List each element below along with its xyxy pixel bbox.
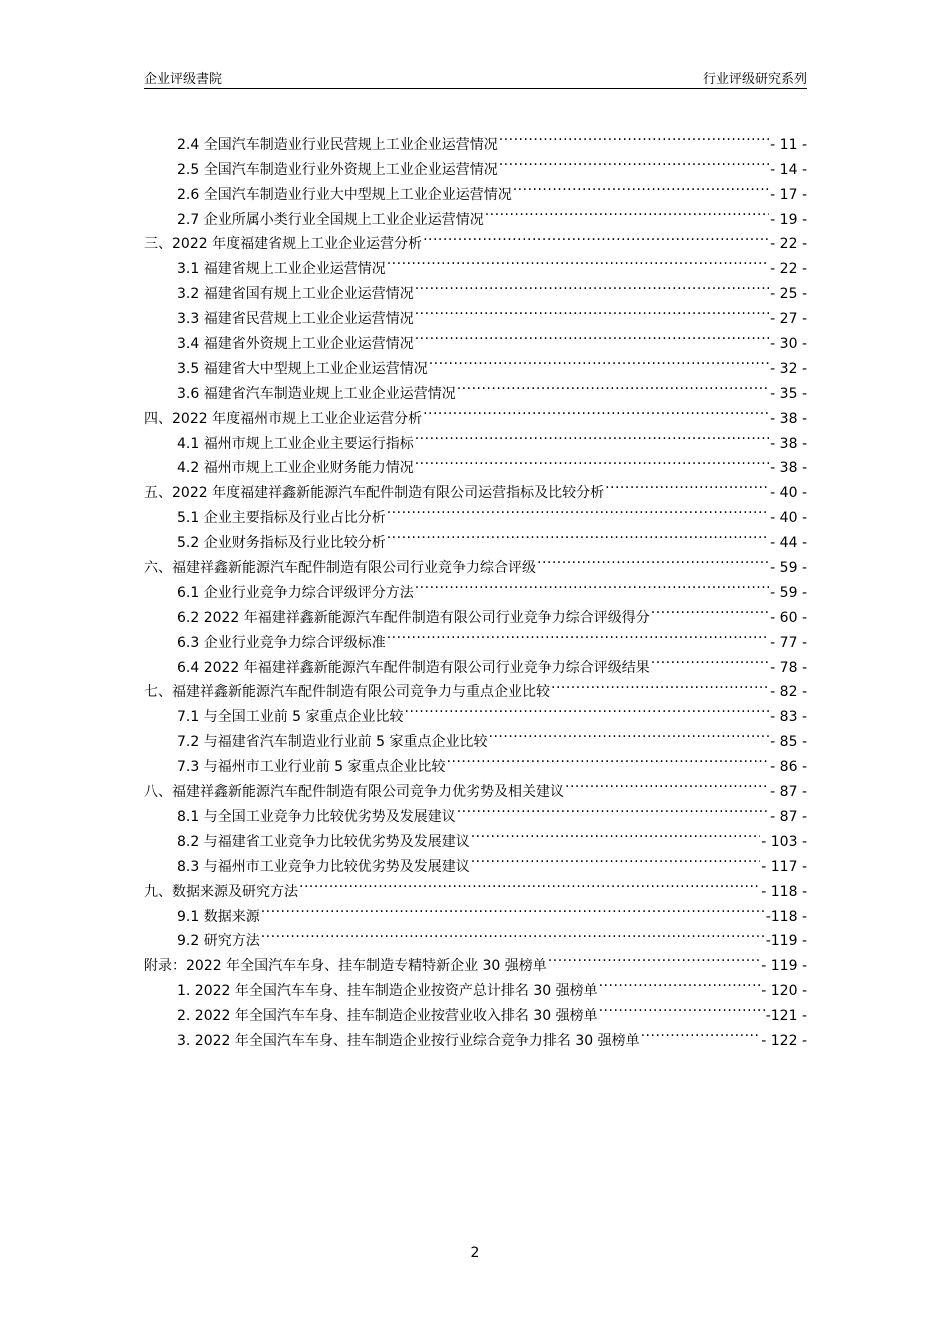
toc-entry-page: - 38 - — [770, 410, 807, 427]
toc-entry-page: - 17 - — [770, 186, 807, 203]
toc-dot-leader — [415, 273, 769, 298]
toc-entry-page: - 85 - — [770, 734, 807, 751]
page-number: 2 — [470, 1245, 480, 1261]
toc-dot-leader — [599, 995, 765, 1020]
toc-dot-leader — [499, 149, 769, 174]
toc-entry-title: 三、2022 年度福建省规上工业企业运营分析 — [144, 236, 423, 253]
toc-section-entry[interactable] — [144, 124, 807, 153]
toc-entry-page: - 119 - — [761, 958, 807, 975]
toc-dot-leader — [485, 199, 769, 224]
toc-entry-title: 5.2 企业财务指标及行业比较分析 — [177, 535, 386, 552]
toc-entry-page: - 40 - — [770, 485, 807, 502]
toc-dot-leader — [415, 323, 769, 348]
toc-entry-title: 八、福建祥鑫新能源汽车配件制造有限公司竞争力优劣势及相关建议 — [144, 784, 564, 801]
toc-entry-title: 2.6 全国汽车制造业行业大中型规上工业企业运营情况 — [177, 186, 512, 203]
table-of-contents — [144, 124, 807, 1049]
toc-entry-page: - 120 - — [761, 983, 807, 1000]
toc-dot-leader — [415, 572, 769, 597]
toc-entry-title: 8.3 与福州市工业竞争力比较优劣势及发展建议 — [177, 858, 470, 875]
toc-entry-title: 7.1 与全国工业前 5 家重点企业比较 — [177, 709, 404, 726]
toc-dot-leader — [651, 597, 769, 622]
toc-entry-page: - 59 - — [770, 584, 807, 601]
toc-dot-leader — [261, 921, 765, 946]
toc-entry-title: 2.5 全国汽车制造业行业外资规上工业企业运营情况 — [177, 161, 498, 178]
toc-entry-page: - 78 - — [770, 659, 807, 676]
toc-dot-leader — [387, 622, 769, 647]
toc-entry-title: 六、福建祥鑫新能源汽车配件制造有限公司行业竞争力综合评级 — [144, 560, 536, 577]
toc-entry-page: -119 - — [765, 933, 807, 950]
toc-dot-leader — [457, 373, 769, 398]
toc-entry-title: 2.7 企业所属小类行业全国规上工业企业运营情况 — [177, 211, 484, 228]
toc-dot-leader — [605, 472, 769, 497]
toc-dot-leader — [429, 348, 769, 373]
toc-entry-page: - 87 - — [770, 808, 807, 825]
toc-dot-leader — [651, 647, 769, 672]
toc-entry-title: 2. 2022 年全国汽车车身、挂车制造企业按营业收入排名 30 强榜单 — [177, 1008, 598, 1025]
toc-dot-leader — [423, 398, 769, 423]
toc-entry-page: - 77 - — [770, 634, 807, 651]
toc-entry-title: 8.1 与全国工业竞争力比较优劣势及发展建议 — [177, 808, 456, 825]
toc-entry-page: - 86 - — [770, 759, 807, 776]
toc-entry-page: - 60 - — [770, 609, 807, 626]
toc-entry-page: - 122 - — [761, 1032, 807, 1049]
toc-entry-title: 附录：2022 年全国汽车车身、挂车制造专精特新企业 30 强榜单 — [144, 958, 547, 975]
toc-entry-title: 五、2022 年度福建祥鑫新能源汽车配件制造有限公司运营指标及比较分析 — [144, 485, 605, 502]
header-publisher: 企业评级書院 — [144, 72, 223, 87]
toc-dot-leader — [423, 224, 769, 249]
toc-entry-page: - 11 - — [770, 136, 807, 153]
toc-entry-title: 9.2 研究方法 — [177, 933, 260, 950]
toc-entry-page: - 59 - — [770, 560, 807, 577]
toc-dot-leader — [261, 896, 765, 921]
toc-dot-leader — [537, 547, 769, 572]
toc-dot-leader — [457, 796, 769, 821]
toc-entry-title: 3.5 福建省大中型规上工业企业运营情况 — [177, 360, 428, 377]
toc-dot-leader — [387, 248, 769, 273]
toc-entry-title: 6.3 企业行业竞争力综合评级标准 — [177, 634, 386, 651]
toc-entry-title: 3.6 福建省汽车制造业规上工业企业运营情况 — [177, 385, 456, 402]
toc-dot-leader — [548, 945, 760, 970]
toc-entry-page: - 35 - — [770, 385, 807, 402]
toc-entry-title: 7.3 与福州市工业行业前 5 家重点企业比较 — [177, 759, 446, 776]
toc-dot-leader — [447, 746, 770, 771]
toc-entry-title: 5.1 企业主要指标及行业占比分析 — [177, 510, 386, 527]
toc-entry-title: 3.3 福建省民营规上工业企业运营情况 — [177, 311, 414, 328]
toc-entry-page: - 27 - — [770, 311, 807, 328]
toc-dot-leader — [405, 696, 770, 721]
toc-entry-page: - 44 - — [770, 535, 807, 552]
toc-dot-leader — [489, 721, 770, 746]
toc-entry-page: -118 - — [765, 908, 807, 925]
toc-entry-page: - 22 - — [770, 261, 807, 278]
toc-entry-title: 3.2 福建省国有规上工业企业运营情况 — [177, 286, 414, 303]
toc-dot-leader — [551, 672, 769, 697]
toc-entry-title: 8.2 与福建省工业竞争力比较优劣势及发展建议 — [177, 833, 470, 850]
toc-dot-leader — [415, 298, 769, 323]
toc-dot-leader — [499, 124, 769, 149]
toc-entry-page: - 32 - — [770, 360, 807, 377]
page-header — [144, 66, 807, 89]
toc-entry-title: 1. 2022 年全国汽车车身、挂车制造企业按资产总计排名 30 强榜单 — [177, 983, 598, 1000]
toc-entry-page: - 118 - — [761, 883, 807, 900]
toc-entry-page: - 82 - — [770, 684, 807, 701]
toc-entry-title: 4.1 福州市规上工业企业主要运行指标 — [177, 435, 414, 452]
toc-entry-page: - 25 - — [770, 286, 807, 303]
toc-entry-title: 七、福建祥鑫新能源汽车配件制造有限公司竞争力与重点企业比较 — [144, 684, 550, 701]
toc-dot-leader — [299, 871, 760, 896]
toc-entry-title: 四、2022 年度福州市规上工业企业运营分析 — [144, 410, 423, 427]
toc-dot-leader — [387, 497, 769, 522]
toc-entry-title: 9.1 数据来源 — [177, 908, 260, 925]
toc-entry-page: - 30 - — [770, 336, 807, 353]
toc-entry-page: - 19 - — [770, 211, 807, 228]
toc-entry-title: 7.2 与福建省汽车制造业行业前 5 家重点企业比较 — [177, 734, 488, 751]
toc-entry-title: 3.4 福建省外资规上工业企业运营情况 — [177, 336, 414, 353]
toc-entry-page: - 83 - — [770, 709, 807, 726]
toc-entry-title: 3. 2022 年全国汽车车身、挂车制造企业按行业综合竞争力排名 30 强榜单 — [177, 1032, 640, 1049]
toc-entry-page: - 38 - — [770, 435, 807, 452]
toc-entry-title: 4.2 福州市规上工业企业财务能力情况 — [177, 460, 414, 477]
toc-dot-leader — [415, 448, 769, 473]
toc-dot-leader — [641, 1020, 761, 1045]
toc-entry-page: -121 - — [765, 1008, 807, 1025]
toc-entry-page: - 40 - — [770, 510, 807, 527]
header-series: 行业评级研究系列 — [702, 72, 807, 87]
toc-dot-leader — [471, 846, 761, 871]
toc-entry-page: - 117 - — [761, 858, 807, 875]
toc-dot-leader — [471, 821, 761, 846]
toc-dot-leader — [565, 771, 769, 796]
toc-entry-title: 2.4 全国汽车制造业行业民营规上工业企业运营情况 — [177, 136, 498, 153]
toc-dot-leader — [415, 423, 769, 448]
toc-dot-leader — [513, 174, 769, 199]
toc-entry-page: - 38 - — [770, 460, 807, 477]
toc-entry-page: - 87 - — [770, 784, 807, 801]
toc-entry-page: - 103 - — [761, 833, 807, 850]
toc-dot-leader — [387, 522, 769, 547]
toc-entry-title: 3.1 福建省规上工业企业运营情况 — [177, 261, 386, 278]
toc-dot-leader — [599, 970, 761, 995]
toc-entry-page: - 14 - — [770, 161, 807, 178]
toc-entry-title: 九、数据来源及研究方法 — [144, 883, 298, 900]
toc-entry-title: 6.4 2022 年福建祥鑫新能源汽车配件制造有限公司行业竞争力综合评级结果 — [177, 659, 650, 676]
toc-entry-title: 6.1 企业行业竞争力综合评级评分方法 — [177, 584, 414, 601]
toc-entry-title: 6.2 2022 年福建祥鑫新能源汽车配件制造有限公司行业竞争力综合评级得分 — [177, 609, 650, 626]
toc-entry-page: - 22 - — [770, 236, 807, 253]
